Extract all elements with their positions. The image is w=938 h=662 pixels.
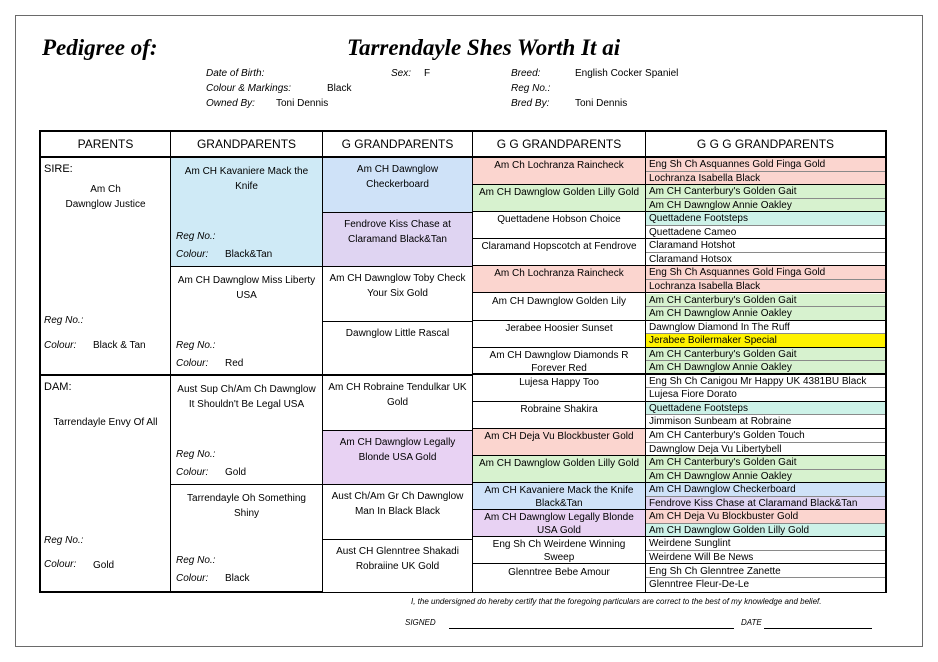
great-grandparent-cell bbox=[323, 213, 472, 268]
gg-grandparent-cell bbox=[473, 565, 645, 592]
ggg-grandparent-cell bbox=[646, 185, 885, 199]
ggg-grandparent-cell bbox=[646, 321, 885, 335]
header-grandparents: GRANDPARENTS bbox=[171, 132, 323, 158]
gg-grandparent-name: Glenntree Bebe Amour bbox=[508, 566, 610, 578]
regno-label: Reg No.: bbox=[511, 83, 551, 94]
ggg-grandparent-name: Jerabee Boilermaker Special bbox=[649, 335, 777, 347]
grandparent-regno-label: Reg No.: bbox=[176, 231, 216, 242]
ggg-grandparent-cell bbox=[646, 348, 885, 362]
colour-markings-value: Black bbox=[327, 83, 352, 94]
ggg-grandparent-name: Am CH Canterbury's Golden Gait bbox=[649, 457, 797, 469]
ggg-grandparent-name: Claramand Hotsox bbox=[649, 253, 732, 265]
ggg-grandparent-name: Quettadene Footsteps bbox=[649, 213, 748, 225]
grandparent-name: Am CH Dawnglow Miss Liberty USA bbox=[177, 275, 316, 301]
parents-column bbox=[41, 158, 171, 591]
dam-regno-label: Reg No.: bbox=[44, 535, 84, 546]
ggg-grandparent-cell bbox=[646, 388, 885, 402]
ggg-grandparent-cell bbox=[646, 239, 885, 253]
gg-grandparent-name: Lujesa Happy Too bbox=[519, 376, 599, 388]
dog-name-title: Tarrendayle Shes Worth It ai bbox=[347, 35, 621, 60]
ggg-grandparent-cell bbox=[646, 483, 885, 497]
sire-name: Am Ch Dawnglow Justice bbox=[65, 184, 146, 210]
header-gg-grandparents: G G GRANDPARENTS bbox=[473, 132, 646, 158]
grandparent-colour-label: Colour: bbox=[176, 358, 209, 369]
colour-markings-label: Colour & Markings: bbox=[206, 83, 292, 94]
grandparent-name: Tarrendayle Oh Something Shiny bbox=[187, 493, 306, 519]
ggg-grandparent-name: Am CH Dawnglow Checkerboard bbox=[649, 484, 796, 496]
grandparent-colour-label: Colour: bbox=[176, 467, 209, 478]
great-grandparent-name: Aust Ch/Am Gr Ch Dawnglow Man In Black Black bbox=[331, 491, 464, 517]
ggg-grandparents-column bbox=[646, 158, 885, 591]
ggg-grandparent-name: Am CH Canterbury's Golden Gait bbox=[649, 294, 797, 306]
owned-by-label: Owned By: bbox=[206, 98, 255, 109]
signature-line[interactable] bbox=[449, 628, 734, 629]
ggg-grandparent-cell bbox=[646, 199, 885, 213]
grandparent-regno-label: Reg No.: bbox=[176, 340, 216, 351]
ggg-grandparent-cell bbox=[646, 158, 885, 172]
ggg-grandparent-cell bbox=[646, 172, 885, 186]
ggg-grandparent-name: Glenntree Fleur-De-Le bbox=[649, 579, 750, 591]
gg-grandparent-cell bbox=[473, 375, 645, 402]
ggg-grandparent-name: Quettadene Footsteps bbox=[649, 402, 748, 414]
grandparent-cell bbox=[171, 485, 322, 591]
date-line[interactable] bbox=[764, 628, 872, 629]
great-grandparent-cell bbox=[323, 158, 472, 213]
grandparent-colour-value: Black&Tan bbox=[225, 249, 273, 260]
ggg-grandparent-cell bbox=[646, 280, 885, 294]
gg-grandparent-name: Am Ch Lochranza Raincheck bbox=[494, 160, 624, 171]
gg-grandparent-name: Am CH Kavaniere Mack the Knife Black&Tan bbox=[484, 485, 634, 510]
great-grandparent-cell bbox=[323, 267, 472, 322]
breed-value: English Cocker Spaniel bbox=[575, 68, 679, 79]
ggg-grandparent-cell bbox=[646, 551, 885, 565]
ggg-grandparent-cell bbox=[646, 266, 885, 280]
ggg-grandparent-name: Am CH Dawnglow Annie Oakley bbox=[649, 362, 792, 374]
header-ggg-grandparents: G G G GRANDPARENTS bbox=[646, 132, 885, 158]
bred-by-label: Bred By: bbox=[511, 98, 550, 109]
g-grandparents-column bbox=[323, 158, 473, 591]
gg-grandparent-cell bbox=[473, 185, 645, 212]
gg-grandparent-name: Quettadene Hobson Choice bbox=[497, 214, 621, 226]
ggg-grandparent-cell bbox=[646, 375, 885, 389]
great-grandparent-name: Dawnglow Little Rascal bbox=[345, 327, 450, 339]
pedigree-of-label: Pedigree of: bbox=[42, 35, 158, 60]
gg-grandparent-name: Claramand Hopscotch at Fendrove bbox=[481, 241, 637, 253]
gg-grandparent-name: Eng Sh Ch Weirdene Winning Sweep bbox=[492, 539, 626, 564]
ggg-grandparent-cell bbox=[646, 334, 885, 348]
dam-colour-label: Colour: bbox=[44, 559, 77, 570]
great-grandparent-name: Am CH Robraine Tendulkar UK Gold bbox=[328, 382, 467, 408]
great-grandparent-name: Fendrove Kiss Chase at Claramand Black&Tan bbox=[344, 218, 451, 245]
great-grandparent-cell bbox=[323, 376, 472, 431]
ggg-grandparent-name: Eng Sh Ch Asquannes Gold Finga Gold bbox=[649, 159, 826, 170]
gg-grandparent-cell bbox=[473, 483, 645, 510]
grandparent-colour-value: Red bbox=[225, 358, 244, 369]
ggg-grandparent-name: Am CH Dawnglow Annie Oakley bbox=[649, 470, 792, 482]
gg-grandparent-cell bbox=[473, 510, 645, 537]
grandparents-column bbox=[171, 158, 323, 591]
ggg-grandparent-name: Eng Sh Ch Asquannes Gold Finga Gold bbox=[649, 267, 826, 279]
dam-label: DAM: bbox=[44, 381, 72, 393]
sire-label: SIRE: bbox=[44, 163, 73, 175]
ggg-grandparent-cell bbox=[646, 524, 885, 538]
grandparent-cell bbox=[171, 376, 322, 485]
gg-grandparent-cell bbox=[473, 537, 645, 564]
ggg-grandparent-name: Quettadene Cameo bbox=[649, 226, 737, 238]
ggg-grandparent-cell bbox=[646, 307, 885, 321]
great-grandparent-cell bbox=[323, 322, 472, 377]
gg-grandparent-cell bbox=[473, 294, 645, 321]
great-grandparent-name: Am CH Dawnglow Legally Blonde USA Gold bbox=[339, 436, 456, 463]
ggg-grandparent-name: Am CH Dawnglow Annie Oakley bbox=[649, 308, 792, 320]
ggg-grandparent-name: Lochranza Isabella Black bbox=[649, 172, 761, 184]
ggg-grandparent-name: Am CH Deja Vu Blockbuster Gold bbox=[649, 511, 799, 523]
grandparent-colour-label: Colour: bbox=[176, 573, 209, 584]
dam-name: Tarrendayle Envy Of All bbox=[53, 417, 158, 428]
gg-grandparent-cell bbox=[473, 158, 645, 185]
gg-grandparent-name: Am Ch Lochranza Raincheck bbox=[494, 268, 624, 280]
great-grandparent-cell bbox=[323, 485, 472, 540]
grandparent-colour-value: Gold bbox=[225, 467, 247, 478]
sire-colour-value: Black & Tan bbox=[93, 340, 146, 351]
ggg-grandparent-name: Lujesa Fiore Dorato bbox=[649, 389, 737, 401]
gg-grandparent-name: Am CH Dawnglow Golden Lily bbox=[492, 295, 626, 307]
dam-colour-value: Gold bbox=[93, 560, 115, 571]
ggg-grandparent-name: Lochranza Isabella Black bbox=[649, 280, 761, 292]
date-label: DATE bbox=[741, 618, 762, 627]
ggg-grandparent-cell bbox=[646, 294, 885, 308]
gg-grandparents-column bbox=[473, 158, 646, 591]
ggg-grandparent-name: Am CH Canterbury's Golden Touch bbox=[649, 430, 805, 441]
gg-grandparent-cell bbox=[473, 212, 645, 239]
certification-text: I, the undersigned do hereby certify that the foregoing particulars are correct to the best of my knowledge and belief. bbox=[411, 597, 822, 606]
signed-label: SIGNED bbox=[405, 618, 436, 627]
grandparent-colour-label: Colour: bbox=[176, 249, 209, 260]
gg-grandparent-cell bbox=[473, 239, 645, 266]
gg-grandparent-cell bbox=[473, 456, 645, 483]
ggg-grandparent-cell bbox=[646, 402, 885, 416]
grandparent-name: Aust Sup Ch/Am Ch Dawnglow It Shouldn't Be Legal USA bbox=[177, 384, 316, 410]
grandparent-name: Am CH Kavaniere Mack the Knife bbox=[184, 166, 309, 192]
ggg-grandparent-cell bbox=[646, 470, 885, 484]
gg-grandparent-name: Am CH Dawnglow Legally Blonde USA Gold bbox=[484, 512, 634, 537]
ggg-grandparent-cell bbox=[646, 456, 885, 470]
ggg-grandparent-name: Am CH Canterbury's Golden Gait bbox=[649, 348, 797, 360]
owned-by-value: Toni Dennis bbox=[276, 98, 329, 109]
sex-label: Sex: bbox=[391, 68, 412, 79]
ggg-grandparent-name: Eng Sh Ch Glenntree Zanette bbox=[649, 565, 781, 577]
great-grandparent-name: Aust CH Glenntree Shakadi Robraiine UK Gold bbox=[336, 545, 459, 572]
sex-value: F bbox=[424, 68, 431, 79]
breed-label: Breed: bbox=[511, 68, 541, 79]
ggg-grandparent-name: Eng Sh Ch Canigou Mr Happy UK 4381BU Black bbox=[649, 375, 867, 387]
dam-cell bbox=[41, 376, 170, 591]
gg-grandparent-cell bbox=[473, 429, 645, 456]
gg-grandparent-name: Am CH Dawnglow Golden Lilly Gold bbox=[478, 187, 640, 199]
great-grandparent-cell bbox=[323, 540, 472, 592]
ggg-grandparent-cell bbox=[646, 253, 885, 267]
ggg-grandparent-cell bbox=[646, 497, 885, 511]
gg-grandparent-name: Am CH Deja Vu Blockbuster Gold bbox=[484, 431, 634, 442]
header-g-grandparents: G GRANDPARENTS bbox=[323, 132, 473, 158]
ggg-grandparent-cell bbox=[646, 226, 885, 240]
gg-grandparent-cell bbox=[473, 266, 645, 293]
sire-regno-label: Reg No.: bbox=[44, 315, 84, 326]
ggg-grandparent-cell bbox=[646, 443, 885, 457]
gg-grandparent-name: Jerabee Hoosier Sunset bbox=[505, 322, 613, 334]
ggg-grandparent-cell bbox=[646, 565, 885, 579]
great-grandparent-name: Am CH Dawnglow Toby Check Your Six Gold bbox=[329, 273, 466, 299]
great-grandparent-cell bbox=[323, 431, 472, 486]
gg-grandparent-cell bbox=[473, 348, 645, 375]
gg-grandparent-cell bbox=[473, 402, 645, 429]
header-parents: PARENTS bbox=[41, 132, 171, 158]
sire-cell bbox=[41, 158, 170, 376]
ggg-grandparent-name: Weirdene Sunglint bbox=[649, 538, 731, 550]
ggg-grandparent-name: Am CH Dawnglow Golden Lilly Gold bbox=[649, 524, 810, 536]
ggg-grandparent-cell bbox=[646, 510, 885, 524]
ggg-grandparent-name: Dawnglow Diamond In The Ruff bbox=[649, 321, 790, 333]
ggg-grandparent-name: Am CH Dawnglow Annie Oakley bbox=[649, 199, 792, 211]
ggg-grandparent-name: Am CH Canterbury's Golden Gait bbox=[649, 186, 797, 198]
ggg-grandparent-cell bbox=[646, 429, 885, 443]
pedigree-grid bbox=[39, 130, 887, 593]
ggg-grandparent-cell bbox=[646, 578, 885, 592]
ggg-grandparent-cell bbox=[646, 415, 885, 429]
ggg-grandparent-name: Jimmison Sunbeam at Robraine bbox=[649, 416, 792, 428]
grandparent-cell bbox=[171, 158, 322, 267]
gg-grandparent-name: Robraine Shakira bbox=[520, 403, 598, 415]
ggg-grandparent-name: Claramand Hotshot bbox=[649, 240, 736, 252]
gg-grandparent-name: Am CH Dawnglow Diamonds R Forever Red bbox=[489, 349, 629, 374]
grandparent-regno-label: Reg No.: bbox=[176, 555, 216, 566]
ggg-grandparent-cell bbox=[646, 361, 885, 375]
grandparent-cell bbox=[171, 267, 322, 376]
sire-colour-label: Colour: bbox=[44, 340, 77, 351]
bred-by-value: Toni Dennis bbox=[575, 98, 628, 109]
ggg-grandparent-name: Dawnglow Deja Vu Libertybell bbox=[649, 443, 782, 455]
gg-grandparent-name: Am CH Dawnglow Golden Lilly Gold bbox=[478, 458, 640, 470]
gg-grandparent-cell bbox=[473, 321, 645, 348]
ggg-grandparent-name: Weirdene Will Be News bbox=[649, 551, 754, 563]
great-grandparent-name: Am CH Dawnglow Checkerboard bbox=[356, 164, 439, 190]
dob-label: Date of Birth: bbox=[206, 68, 265, 79]
ggg-grandparent-name: Fendrove Kiss Chase at Claramand Black&Tan bbox=[649, 497, 858, 509]
grandparent-colour-value: Black bbox=[225, 573, 250, 584]
grandparent-regno-label: Reg No.: bbox=[176, 449, 216, 460]
ggg-grandparent-cell bbox=[646, 212, 885, 226]
ggg-grandparent-cell bbox=[646, 537, 885, 551]
